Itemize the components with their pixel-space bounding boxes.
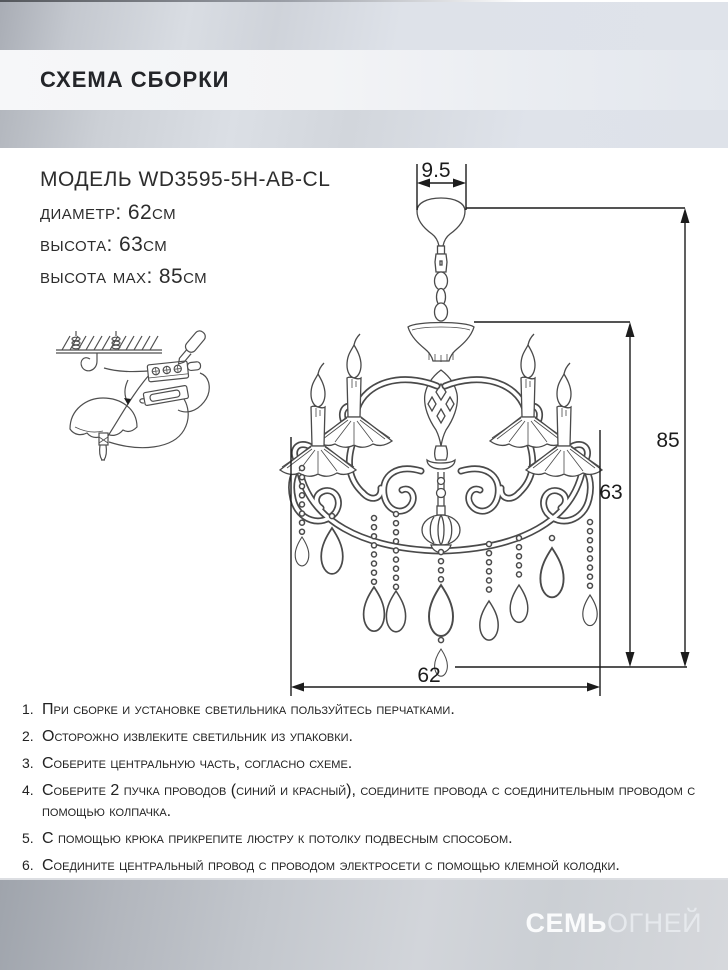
terminal-block (147, 359, 201, 381)
dim-label-height: 63 (599, 481, 623, 504)
mounting-strap (139, 385, 189, 406)
brand-logo-light: ОГНЕЙ (606, 908, 702, 938)
instruction-item (22, 699, 724, 720)
instructions-list (22, 699, 724, 882)
instruction-number: 2. (22, 728, 34, 744)
instruction-item (22, 753, 724, 774)
brand-logo (526, 908, 702, 938)
canopy (417, 198, 465, 246)
instruction-text: Соедините центральный провод с проводом электросети с помощью клемной колодки. (42, 857, 620, 874)
spec-diameter: диаметр: 62см (40, 201, 176, 224)
screwdriver (173, 329, 207, 367)
dim-label-canopy-width: 9.5 (421, 159, 451, 182)
instruction-text: При сборке и установке светильника пользуйтесь перчатками. (42, 701, 455, 718)
instruction-text: Осторожно извлеките светильник из упаковки. (42, 728, 353, 745)
instruction-text: Соберите 2 пучка проводов (синий и красный), соедините провода с соединительным проводом с помощью колпачка. (42, 782, 696, 820)
spec-height: высота: 63см (40, 233, 168, 256)
spec-height-max: высота max: 85см (40, 265, 208, 288)
instruction-text: Соберите центральную часть, согласно схеме. (42, 755, 353, 772)
brand-logo-bold: СЕМЬ (525, 908, 607, 938)
instruction-number: 1. (22, 701, 34, 717)
model-line: МОДЕЛЬ WD3595-5H-AB-CL (40, 168, 331, 191)
ceiling-hatch (62, 336, 158, 350)
chandelier-drawing (280, 198, 602, 676)
instruction-item (22, 726, 724, 747)
bottom-finial (422, 506, 460, 553)
instruction-item (22, 828, 724, 849)
instruction-number: 3. (22, 755, 34, 771)
footer (0, 878, 728, 970)
instruction-number: 4. (22, 782, 34, 798)
instruction-item (22, 780, 724, 822)
instruction-number: 5. (22, 830, 34, 846)
ceiling-line (56, 350, 162, 353)
instruction-item (22, 855, 724, 876)
wire (104, 368, 148, 372)
upper-cup (408, 323, 474, 363)
ceiling-hook (81, 353, 97, 371)
inset-canopy-bell (70, 398, 137, 460)
central-column (425, 370, 458, 508)
instruction-number: 6. (22, 857, 34, 873)
candle-inner-right (490, 334, 566, 447)
dim-label-height-max: 85 (656, 429, 680, 452)
candle-inner-left (316, 334, 392, 447)
chain (435, 246, 448, 321)
instruction-text: С помощью крюка прикрепите люстру к потолку подвесным способом. (42, 830, 513, 847)
page-title: СХЕМА СБОРКИ (40, 67, 230, 92)
mounting-inset-illustration (56, 329, 209, 460)
dim-label-diameter: 62 (417, 664, 441, 687)
